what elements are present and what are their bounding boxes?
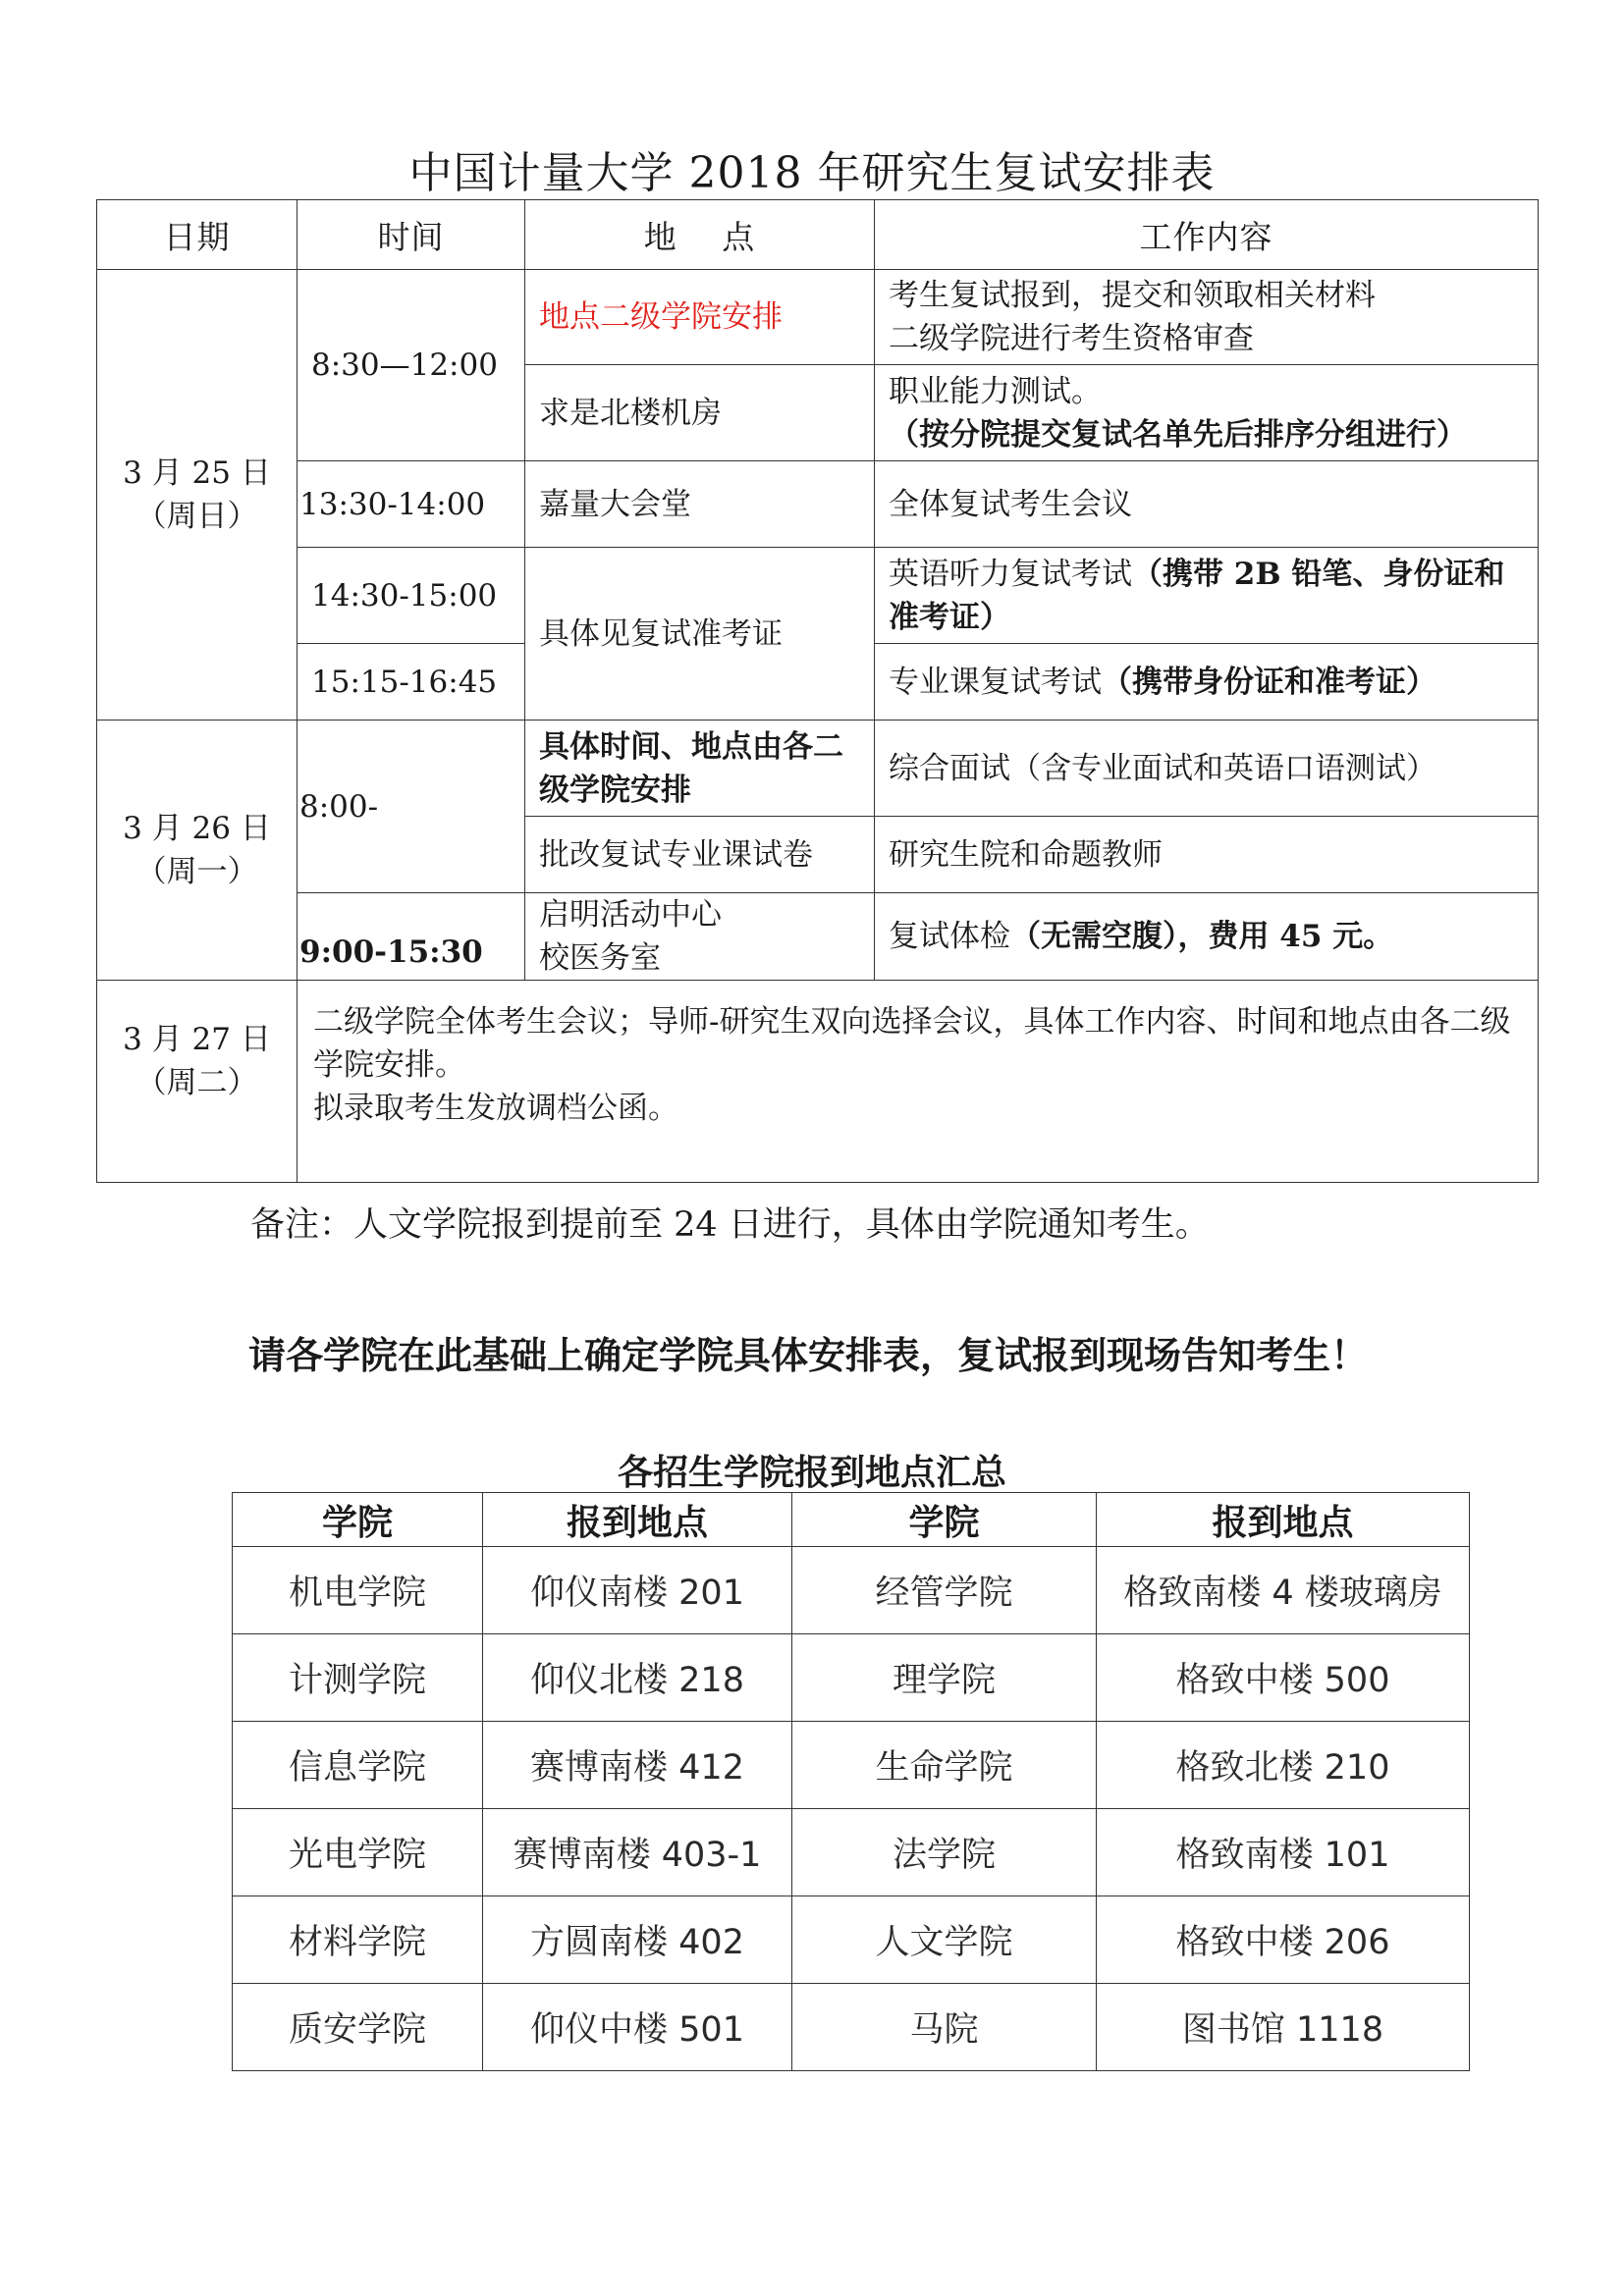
college-report-location: 格致北楼 210 (1097, 1722, 1470, 1809)
day2-loc3-line2: 校医务室 (539, 940, 661, 976)
day2-row3 (97, 893, 1539, 981)
college-report-location: 赛博南楼 412 (483, 1722, 792, 1809)
college-row (233, 1722, 1470, 1809)
schedule-header-row (97, 200, 1539, 270)
college-name: 计测学院 (233, 1634, 483, 1722)
college-row (233, 1896, 1470, 1984)
college-name: 理学院 (792, 1634, 1097, 1722)
day1-work3: 全体复试考生会议 (875, 461, 1539, 548)
header-report-location: 报到地点 (483, 1493, 792, 1547)
page-title: 中国计量大学 2018 年研究生复试安排表 (408, 148, 1216, 198)
college-name: 法学院 (792, 1809, 1097, 1896)
day1-row1 (97, 270, 1539, 365)
day1-work5-bold: （携带身份证和准考证） (1102, 664, 1436, 700)
day1-work5-text: 专业课复试考试 (889, 664, 1102, 700)
instruction-text: 请各学院在此基础上确定学院具体安排表，复试报到现场告知考生！ (248, 1333, 1369, 1377)
day1-work2-line2: （按分院提交复试名单先后排序分组进行） (889, 416, 1467, 453)
day1-loc2: 求是北楼机房 (525, 365, 875, 461)
day2-loc1: 具体时间、地点由各二级学院安排 (525, 721, 875, 817)
day1-row4 (97, 548, 1539, 644)
college-report-location: 格致南楼 101 (1097, 1809, 1470, 1896)
day1-row3 (97, 461, 1539, 548)
header-work: 工作内容 (875, 200, 1539, 270)
day3-date: 3 月 27 日 (123, 1022, 271, 1057)
college-report-location: 方圆南楼 402 (483, 1896, 792, 1984)
colleges-table (232, 1492, 1470, 2071)
colleges-body (233, 1547, 1470, 2071)
day1-loc4: 具体见复试准考证 (525, 548, 875, 721)
college-row (233, 1547, 1470, 1634)
header-college: 学院 (233, 1493, 483, 1547)
header-report-location: 报到地点 (1097, 1493, 1470, 1547)
header-date: 日期 (97, 200, 298, 270)
day1-date-cell (97, 270, 298, 721)
day1-loc1: 地点二级学院安排 (525, 270, 875, 365)
schedule-table (96, 199, 1539, 1183)
day1-time1: 8:30—12:00 (298, 270, 525, 461)
college-name: 材料学院 (233, 1896, 483, 1984)
day1-work1 (875, 270, 1539, 365)
day1-time2: 13:30-14:00 (298, 461, 525, 548)
day2-weekday: （周一） (135, 854, 258, 889)
colleges-header-row (233, 1493, 1470, 1547)
day2-row1 (97, 721, 1539, 817)
day3-row (97, 981, 1539, 1183)
day1-time3: 14:30-15:00 (298, 548, 525, 644)
college-name: 马院 (792, 1984, 1097, 2071)
college-report-location: 格致中楼 500 (1097, 1634, 1470, 1722)
day1-weekday: （周日） (135, 499, 258, 534)
day2-work3-text: 复试体检 (889, 919, 1010, 954)
college-row (233, 1634, 1470, 1722)
day1-loc3: 嘉量大会堂 (525, 461, 875, 548)
day2-time1: 8:00- (298, 721, 525, 893)
college-name: 机电学院 (233, 1547, 483, 1634)
header-time: 时间 (298, 200, 525, 270)
day2-work2: 研究生院和命题教师 (875, 817, 1539, 893)
day2-loc2: 批改复试专业课试卷 (525, 817, 875, 893)
day1-date: 3 月 25 日 (123, 455, 271, 491)
day3-content-line2: 拟录取考生发放调档公函。 (313, 1091, 678, 1126)
day1-work5 (875, 644, 1539, 721)
day2-work3 (875, 893, 1539, 981)
day1-work4-text: 英语听力复试考试 (889, 556, 1132, 592)
college-name: 质安学院 (233, 1984, 483, 2071)
day1-time4: 15:15-16:45 (298, 644, 525, 721)
header-location: 地 点 (525, 200, 875, 270)
day2-loc3 (525, 893, 875, 981)
day2-date-cell (97, 721, 298, 981)
day2-date: 3 月 26 日 (123, 811, 271, 846)
day3-content (298, 981, 1539, 1183)
day2-time2: 9:00-15:30 (298, 893, 525, 981)
college-row (233, 1809, 1470, 1896)
college-name: 经管学院 (792, 1547, 1097, 1634)
day1-work1-line1: 考生复试报到，提交和领取相关材料 (889, 278, 1376, 313)
college-name: 光电学院 (233, 1809, 483, 1896)
college-report-location: 仰仪北楼 218 (483, 1634, 792, 1722)
day2-work3-bold: （无需空腹），费用 45 元。 (1010, 919, 1394, 954)
remark-note: 备注：人文学院报到提前至 24 日进行，具体由学院通知考生。 (250, 1205, 1210, 1245)
college-report-location: 仰仪中楼 501 (483, 1984, 792, 2071)
day1-work4 (875, 548, 1539, 644)
college-report-location: 格致南楼 4 楼玻璃房 (1097, 1547, 1470, 1634)
day1-work4-bold1: （携带 2B 铅笔、身份证和 (1132, 556, 1505, 592)
day1-work4-bold2: 准考证） (889, 599, 1010, 635)
college-name: 信息学院 (233, 1722, 483, 1809)
college-report-location: 格致中楼 206 (1097, 1896, 1470, 1984)
college-name: 生命学院 (792, 1722, 1097, 1809)
day3-date-cell (97, 981, 298, 1183)
college-name: 人文学院 (792, 1896, 1097, 1984)
day1-work2 (875, 365, 1539, 461)
college-report-location: 图书馆 1118 (1097, 1984, 1470, 2071)
day2-work1: 综合面试（含专业面试和英语口语测试） (875, 721, 1539, 817)
college-report-location: 赛博南楼 403-1 (483, 1809, 792, 1896)
day3-weekday: （周二） (135, 1065, 258, 1100)
day2-loc3-line1: 启明活动中心 (539, 897, 722, 933)
day3-content-line1: 二级学院全体考生会议；导师-研究生双向选择会议，具体工作内容、时间和地点由各二级学院安排。 (313, 1004, 1511, 1083)
college-row (233, 1984, 1470, 2071)
day1-work2-line1: 职业能力测试。 (889, 373, 1102, 409)
day1-work1-line2: 二级学院进行考生资格审查 (889, 321, 1254, 356)
colleges-table-title: 各招生学院报到地点汇总 (617, 1452, 1006, 1493)
college-report-location: 仰仪南楼 201 (483, 1547, 792, 1634)
header-college: 学院 (792, 1493, 1097, 1547)
